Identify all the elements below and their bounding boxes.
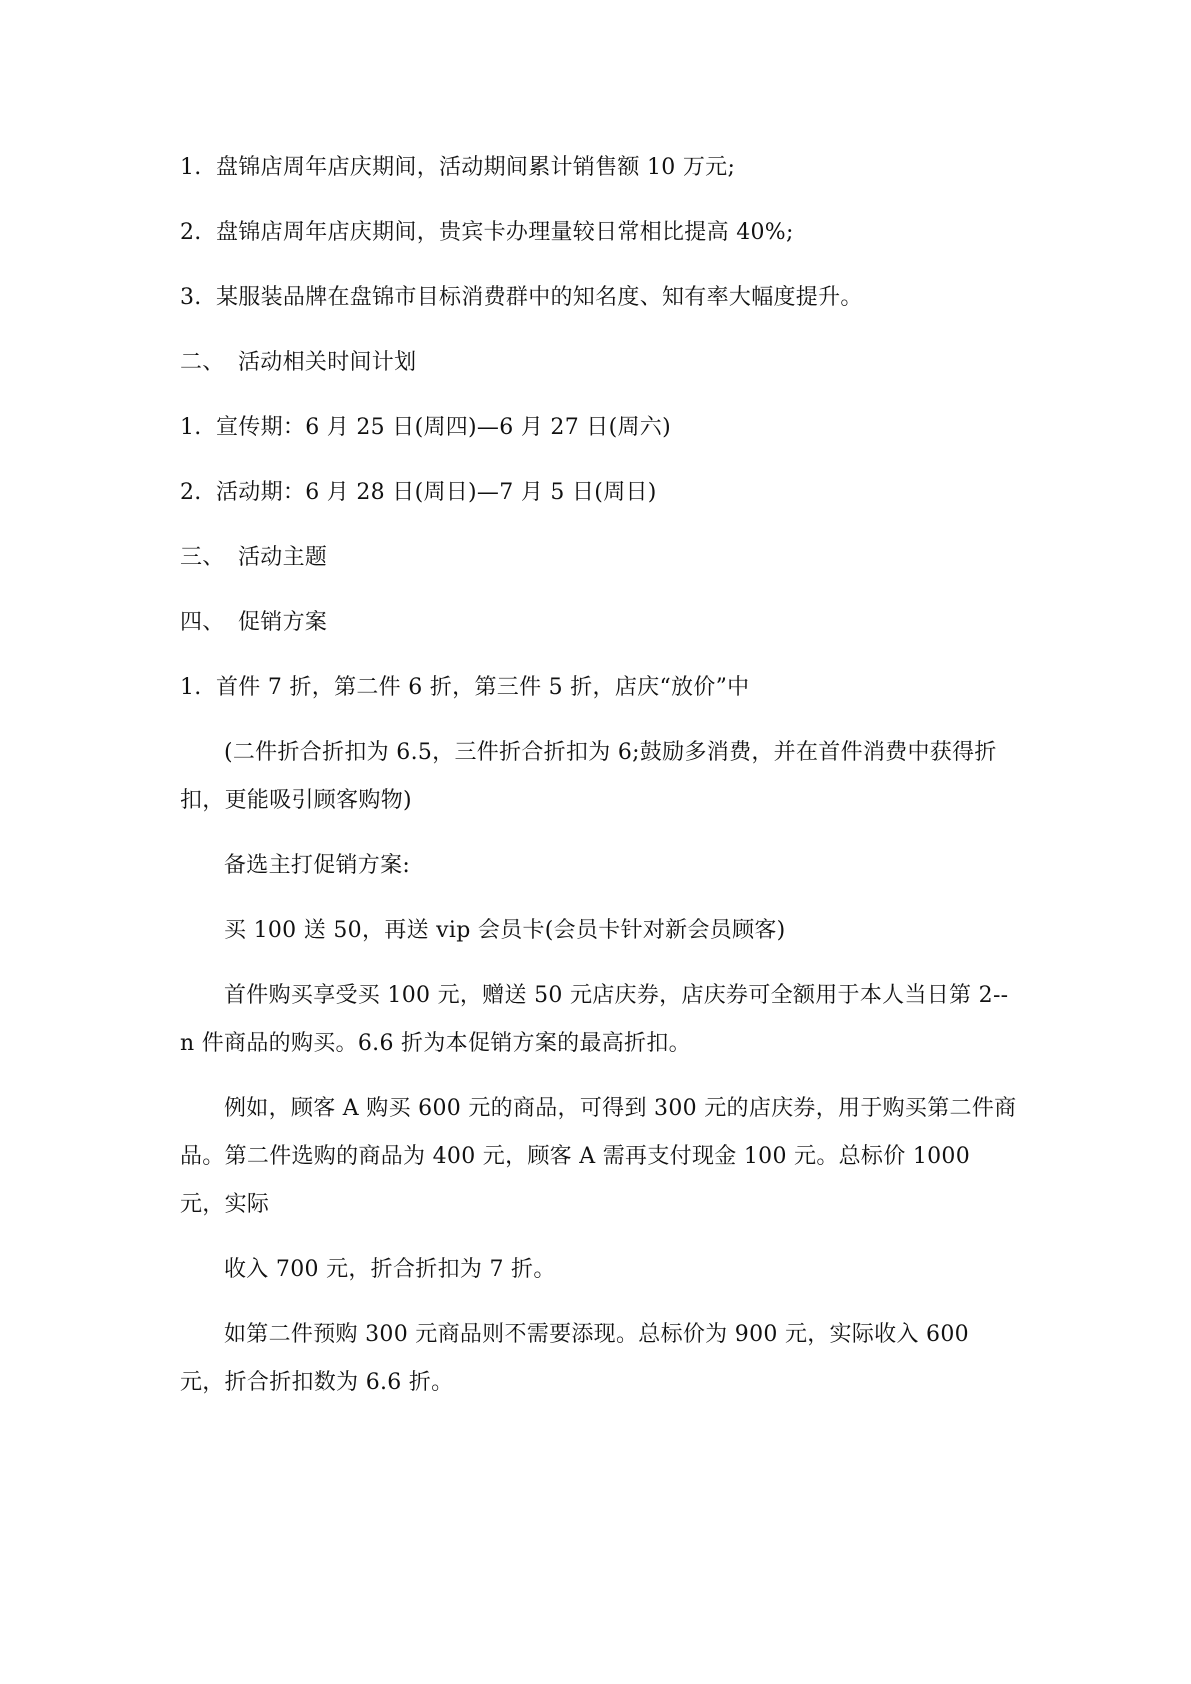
item-text: 活动期：6 月 28 日(周日)—7 月 5 日(周日) [216,480,657,505]
section-title: 促销方案 [238,610,328,635]
paragraph-example: 例如，顾客 A 购买 600 元的商品，可得到 300 元的店庆券，用于购买第二件商品。第二件选购的商品为 400 元，顾客 A 需再支付现金 100 元。总标价 1000 元，实际 [180,1096,1017,1217]
item-text: 某服装品牌在盘锦市目标消费群中的知名度、知有率大幅度提升。 [216,285,863,310]
paragraph-first-purchase: 首件购买享受买 100 元，赠送 50 元店庆券，店庆券可全额用于本人当日第 2--n 件商品的购买。6.6 折为本促销方案的最高折扣。 [180,983,1009,1056]
section-title: 活动主题 [238,545,328,570]
schedule-item-2 [180,469,1020,517]
item-text: 首件 7 折，第二件 6 折，第三件 5 折，店庆“放价”中 [216,675,750,700]
item-text: 宣传期：6 月 25 日(周四)—6 月 27 日(周六) [216,415,671,440]
section-heading-2 [180,339,1020,387]
section-number: 四、 [180,610,225,635]
section-number: 二、 [180,350,225,375]
section-heading-4 [180,599,1020,647]
paragraph-buy-100-get-50: 买 100 送 50，再送 vip 会员卡(会员卡针对新会员顾客) [224,918,786,943]
item-number: 1. [180,415,202,440]
section-title: 活动相关时间计划 [238,350,417,375]
goal-item-2 [180,209,1020,257]
item-number: 3. [180,285,202,310]
item-number: 1. [180,155,202,180]
promo-item-1 [180,664,1020,712]
paragraph-alt-plan-heading: 备选主打促销方案: [224,853,411,878]
item-number: 1. [180,675,202,700]
schedule-item-1 [180,404,1020,452]
section-heading-3 [180,534,1020,582]
item-text: 盘锦店周年店庆期间，活动期间累计销售额 10 万元; [216,155,736,180]
item-text: 盘锦店周年店庆期间，贵宾卡办理量较日常相比提高 40%; [216,220,794,245]
item-number: 2. [180,480,202,505]
item-number: 2. [180,220,202,245]
section-number: 三、 [180,545,225,570]
paragraph-income: 收入 700 元，折合折扣为 7 折。 [224,1257,556,1282]
goal-item-3 [180,274,1020,322]
goal-item-1 [180,144,1020,192]
paragraph-second-item: 如第二件预购 300 元商品则不需要添现。总标价为 900 元，实际收入 600 元，折合折扣数为 6.6 折。 [180,1322,969,1395]
paragraph-discount-note: (二件折合折扣为 6.5，三件折合折扣为 6;鼓励多消费，并在首件消费中获得折扣，更能吸引顾客购物) [180,740,997,813]
